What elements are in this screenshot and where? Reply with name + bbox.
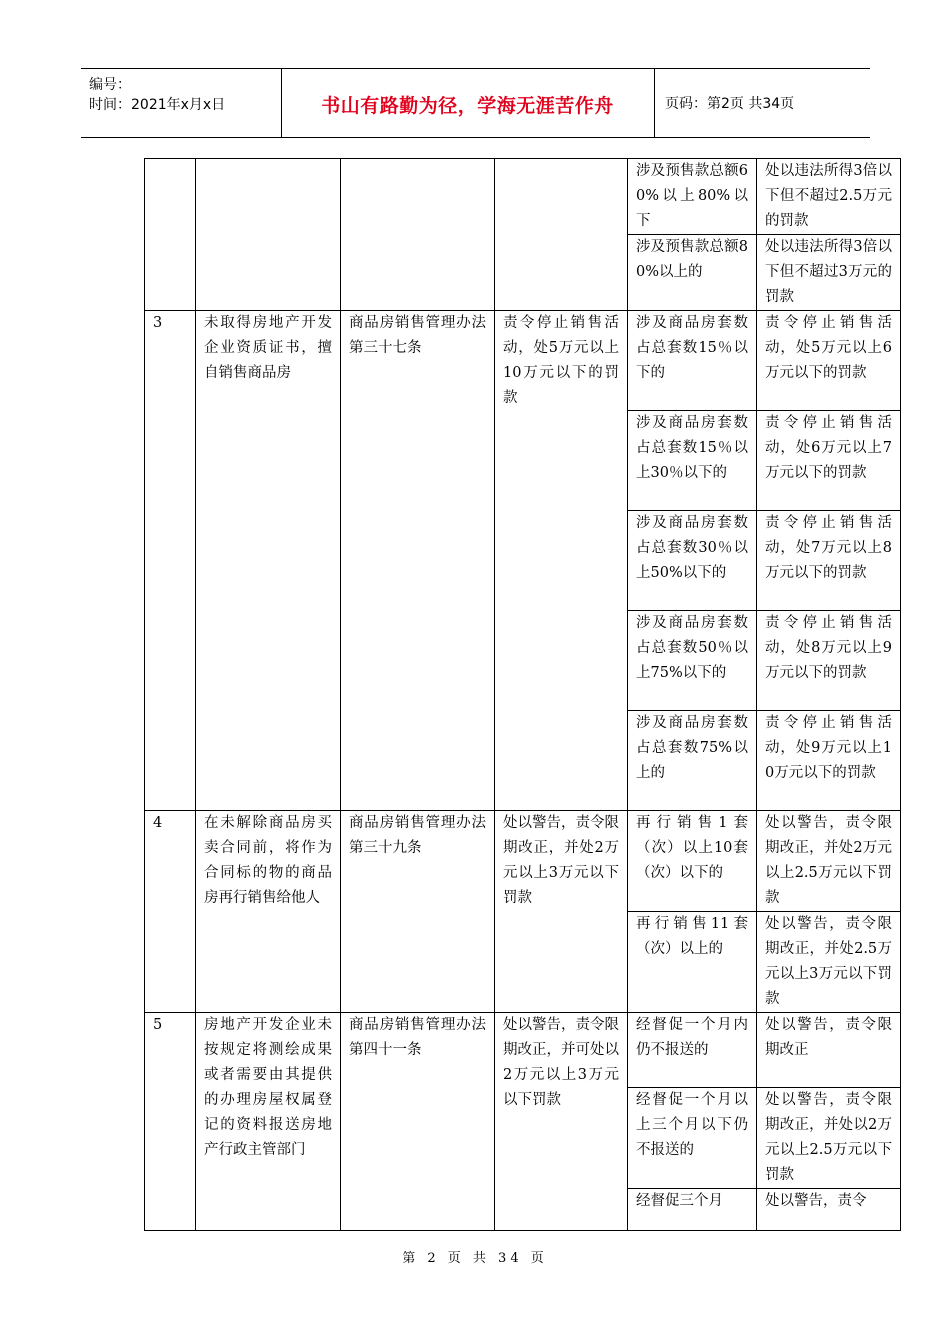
condition-cell: 涉及商品房套数占总套数30％以上50%以下的	[628, 511, 757, 611]
condition-cell: 经督促三个月	[628, 1189, 757, 1231]
condition-cell: 涉及预售款总额60%以上80%以下	[628, 159, 757, 235]
table-row	[145, 159, 901, 235]
statutory-penalty-cell: 处以警告，责令限期改正，并可处以2万元以上3万元以下罚款	[495, 1013, 628, 1231]
header-meta	[89, 75, 225, 115]
violation-cell: 房地产开发企业未按规定将测绘成果或者需要由其提供的办理房屋权属登记的资料报送房地产行政主管部门	[196, 1013, 341, 1231]
condition-cell: 再行销售1套（次）以上10套（次）以下的	[628, 811, 757, 912]
penalty-cell: 处以警告，责令限期改正	[757, 1013, 901, 1088]
condition-cell: 再行销售11套（次）以上的	[628, 912, 757, 1013]
basis-cell	[341, 159, 495, 311]
penalty-cell: 处以违法所得3倍以下但不超过2.5万元的罚款	[757, 159, 901, 235]
statutory-penalty-cell: 处以警告，责令限期改正，并处2万元以上3万元以下罚款	[495, 811, 628, 1013]
header-motto: 书山有路勤为径，学海无涯苦作舟	[321, 95, 614, 117]
penalty-cell: 责令停止销售活动，处7万元以上8万元以下的罚款	[757, 511, 901, 611]
violation-cell: 在未解除商品房买卖合同前，将作为合同标的物的商品房再行销售给他人	[196, 811, 341, 1013]
penalty-cell: 处以警告，责令限期改正，并处2万元以上2.5万元以下罚款	[757, 811, 901, 912]
page-footer: 第 2 页 共 34 页	[402, 1251, 548, 1266]
number-cell: 4	[145, 811, 196, 1013]
basis-cell: 商品房销售管理办法第三十七条	[341, 311, 495, 811]
table-row	[145, 1013, 901, 1088]
time-label: 时间：2021年x月x日	[89, 97, 226, 113]
condition-cell: 涉及预售款总额80%以上的	[628, 235, 757, 311]
condition-cell: 涉及商品房套数占总套数75%以上的	[628, 711, 757, 811]
penalty-cell: 责令停止销售活动，处8万元以上9万元以下的罚款	[757, 611, 901, 711]
violation-cell: 未取得房地产开发企业资质证书，擅自销售商品房	[196, 311, 341, 811]
penalty-cell: 处以违法所得3倍以下但不超过3万元的罚款	[757, 235, 901, 311]
basis-cell: 商品房销售管理办法第三十九条	[341, 811, 495, 1013]
penalty-cell: 责令停止销售活动，处5万元以上6万元以下的罚款	[757, 311, 901, 411]
serial-label: 编号：	[89, 77, 131, 93]
number-cell: 5	[145, 1013, 196, 1231]
penalty-table	[144, 158, 901, 1231]
table-row	[145, 811, 901, 912]
penalty-cell: 责令停止销售活动，处9万元以上10万元以下的罚款	[757, 711, 901, 811]
basis-cell: 商品房销售管理办法第四十一条	[341, 1013, 495, 1231]
statutory-penalty-cell	[495, 159, 628, 311]
condition-cell: 经督促一个月内仍不报送的	[628, 1013, 757, 1088]
penalty-cell: 处以警告，责令	[757, 1189, 901, 1231]
penalty-cell: 责令停止销售活动，处6万元以上7万元以下的罚款	[757, 411, 901, 511]
number-cell: 3	[145, 311, 196, 811]
condition-cell: 涉及商品房套数占总套数15％以上30％以下的	[628, 411, 757, 511]
condition-cell: 经督促一个月以上三个月以下仍不报送的	[628, 1088, 757, 1189]
penalty-cell: 处以警告，责令限期改正，并处以2万元以上2.5万元以下罚款	[757, 1088, 901, 1189]
number-cell	[145, 159, 196, 311]
condition-cell: 涉及商品房套数占总套数15％以下的	[628, 311, 757, 411]
header-page-number: 页码：第2页 共34页	[665, 96, 795, 112]
statutory-penalty-cell: 责令停止销售活动，处5万元以上10万元以下的罚款	[495, 311, 628, 811]
violation-cell	[196, 159, 341, 311]
penalty-cell: 处以警告，责令限期改正，并处2.5万元以上3万元以下罚款	[757, 912, 901, 1013]
condition-cell: 涉及商品房套数占总套数50％以上75%以下的	[628, 611, 757, 711]
header-divider	[654, 69, 655, 137]
table-row	[145, 311, 901, 411]
page-header	[81, 68, 870, 138]
